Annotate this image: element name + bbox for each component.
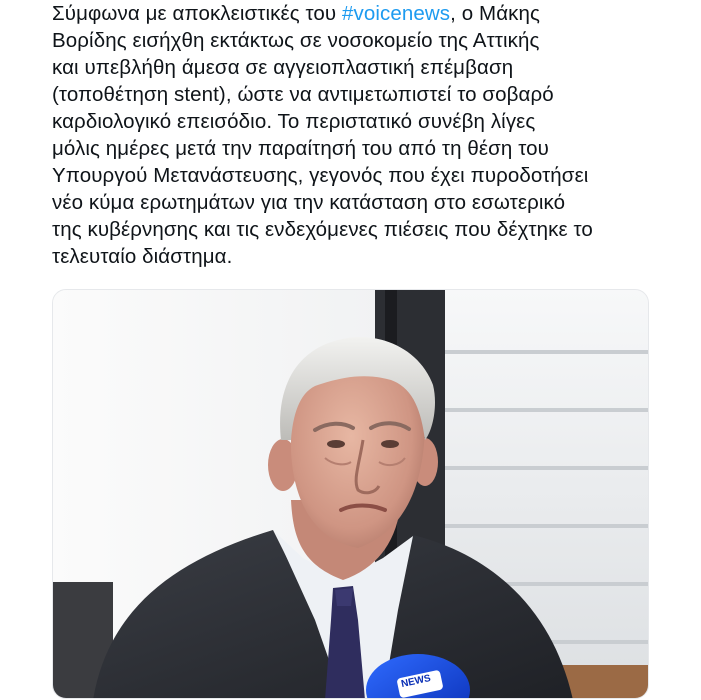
post-line-1: Σύμφωνα με αποκλειστικές του #voicenews, ο Μάκης	[52, 2, 541, 25]
photo-illustration	[53, 290, 649, 699]
post-line-7: Υπουργού Μετανάστευσης, γεγονός που έχει πυροδοτήσει	[52, 164, 589, 187]
post-line-9: της κυβέρνησης και τις ενδεχόμενες πιέσεις που δέχτηκε το	[52, 218, 593, 241]
mic-label: NEWS	[400, 673, 432, 690]
post-line-10: τελευταίο διάστημα.	[52, 245, 233, 268]
hashtag-link[interactable]: #voicenews	[342, 2, 451, 25]
post-line-5: καρδιολογικό επεισόδιο. Το περιστατικό συνέβη λίγες	[52, 110, 536, 133]
post-text	[52, 0, 682, 270]
post-line-2: Βορίδης εισήχθη εκτάκτως σε νοσοκομείο της Αττικής	[52, 29, 540, 52]
post-line-3: και υπεβλήθη άμεσα σε αγγειοπλαστική επέμβαση	[52, 56, 514, 79]
post-photo[interactable]	[52, 289, 649, 699]
post-line-4: (τοποθέτηση stent), ώστε να αντιμετωπιστεί το σοβαρό	[52, 83, 554, 106]
post-line-6: μόλις ημέρες μετά την παραίτησή του από τη θέση του	[52, 137, 549, 160]
post-line-8: νέο κύμα ερωτημάτων για την κατάσταση στο εσωτερικό	[52, 191, 566, 214]
